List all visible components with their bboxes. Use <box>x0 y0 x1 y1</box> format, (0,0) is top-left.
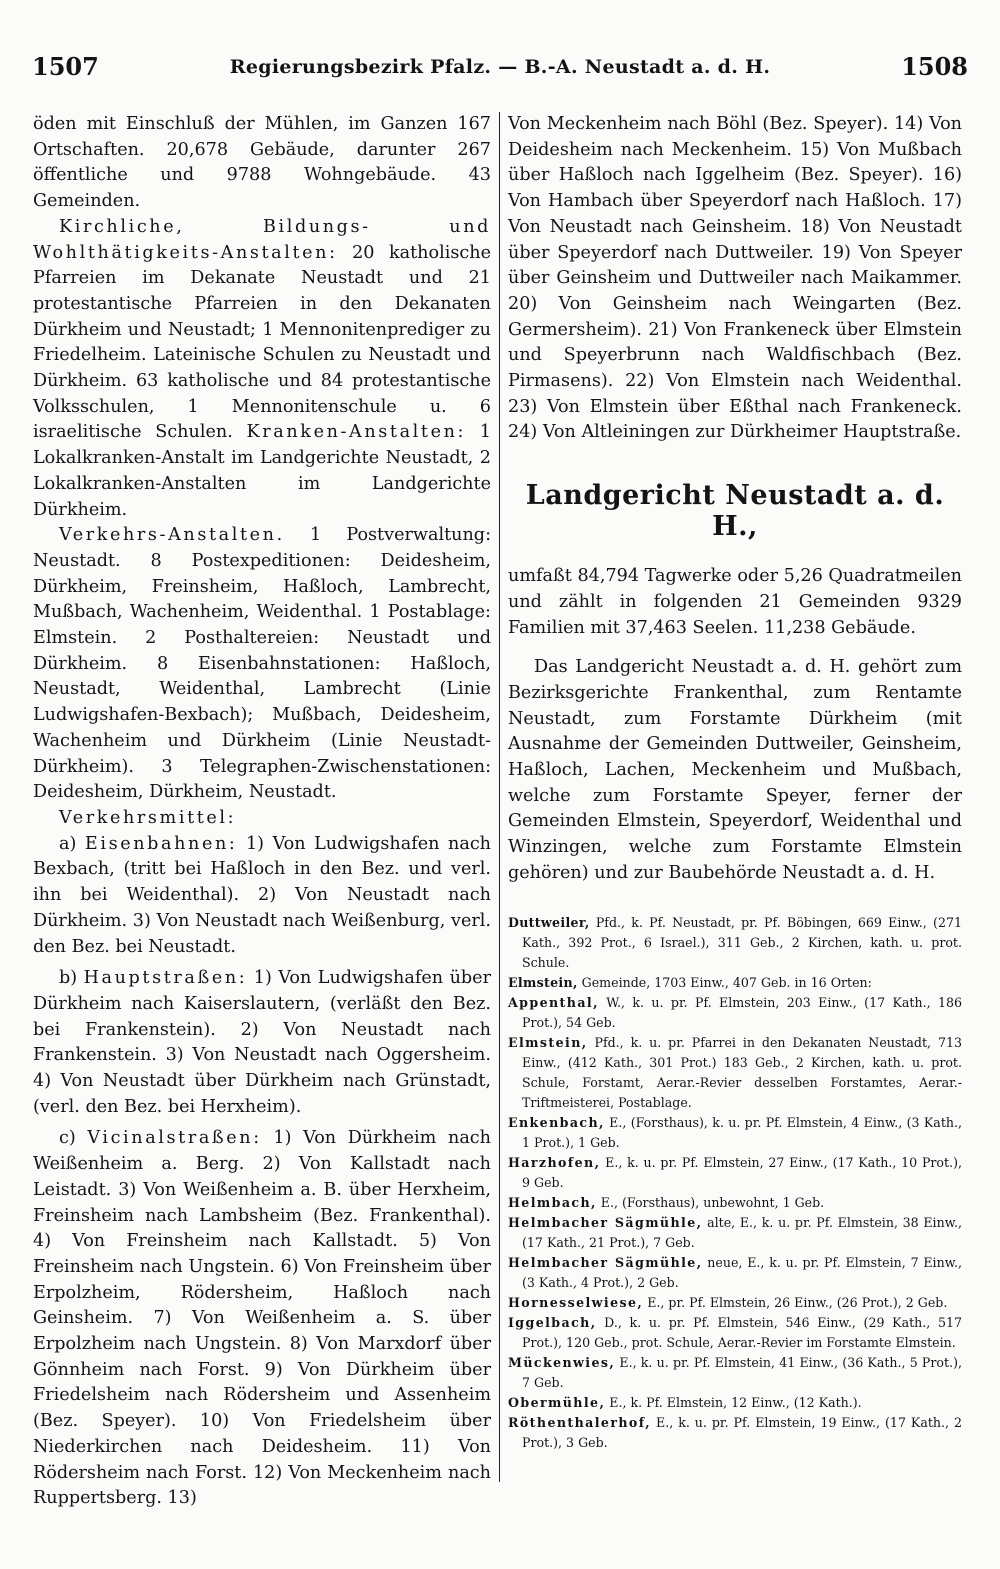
section-heading-traffic: Verkehrs-Anstalten. <box>59 525 285 546</box>
running-title: Regierungsbezirk Pfalz. — B.-A. Neustadt a. d. H. <box>229 56 771 78</box>
place-name: Enkenbach, <box>508 1114 605 1130</box>
place-name: Helmbacher Sägmühle, <box>508 1254 703 1270</box>
gazetteer-entry <box>508 1193 962 1213</box>
gazetteer-entry <box>508 1413 962 1453</box>
place-details: E., k. u. pr. Pf. Elmstein, 41 Einw., (36 Kath., 5 Prot.), 7 Geb. <box>522 1354 962 1390</box>
page-number-left: 1507 <box>32 52 99 81</box>
place-name: Helmbach, <box>508 1194 597 1210</box>
gazetteer-entry <box>508 1113 962 1153</box>
place-details: E., pr. Pf. Elmstein, 26 Einw., (26 Prot.), 2 Geb. <box>643 1294 948 1310</box>
place-name: Elmstein, <box>508 1034 588 1050</box>
section-heading-transport: Verkehrsmittel: <box>59 807 237 828</box>
place-name: Appenthal, <box>508 994 599 1010</box>
section-heading-local-roads: Vicinalstraßen: <box>87 1128 262 1149</box>
place-name: Obermühle, <box>508 1394 606 1410</box>
gazetteer-entry <box>508 1213 962 1253</box>
place-details: W., k. u. pr. Pf. Elmstein, 203 Einw., (17 Kath., 186 Prot.), 54 Geb. <box>522 994 962 1030</box>
place-name: Duttweiler, <box>508 914 590 930</box>
place-details: E., (Forsthaus), unbewohnt, 1 Geb. <box>596 1194 825 1210</box>
gazetteer-entry <box>508 1153 962 1193</box>
section-heading-railways: Eisenbahnen: <box>84 833 238 854</box>
page-number-right: 1508 <box>901 52 968 81</box>
paragraph-local-roads: c) Vicinalstraßen: 1) Von Dürkheim nach Weißenheim a. Berg. 2) Von Kallstadt nach Leistadt. 3) Von Weißenheim a. B. über Herxheim, Freinsheim nach Lambsheim (Bez. Frankenthal). 4) Von Freinsheim nach Kallstadt. 5) Von Freinsheim nach Ungstein. 6) Von Freinsheim über Erpolzheim, Rödersheim, Haßloch nach Geinsheim. 7) Von Weißenheim a. S. über Erpolzheim nach Ungstein. 8) Von Marxdorf über Gönnheim nach Forst. 9) Von Dürkheim über Friedelsheim nach Rödersheim und Assenheim (Bez. Speyer). 10) Von Friedelsheim über Niederkirchen nach Deidesheim. 11) Von Rödersheim nach Forst. 12) Von Meckenheim nach Ruppertsberg. 13) <box>33 1128 491 1509</box>
place-details: E., k. u. pr. Pf. Elmstein, 19 Einw., (17 Kath., 2 Prot.), 3 Geb. <box>522 1414 962 1450</box>
gazetteer-entry <box>508 1293 962 1313</box>
gazetteer-entry <box>508 1353 962 1393</box>
place-name: Röthenthalerhof, <box>508 1414 652 1430</box>
paragraph-traffic: Verkehrs-Anstalten. 1 Postverwaltung: Neustadt. 8 Postexpeditionen: Deidesheim, Dürkheim, Freinsheim, Haßloch, Lambrecht, Mußbach, Wachenheim, Weidenthal. 1 Postablage: Elmstein. 2 Posthaltereien: Neustadt und Dürkheim. 8 Eisenbahnstationen: Haßloch, Neustadt, Weidenthal, Lambrecht (Linie Ludwigshafen-Bexbach); Mußbach, Deidesheim, Wachenheim und Dürkheim (Linie Neustadt-Dürkheim). 3 Telegraphen-Zwischenstationen: Deidesheim, Dürkheim, Neustadt. <box>33 525 491 803</box>
gazetteer-entry <box>508 1393 962 1413</box>
paragraph-railways: a) Eisenbahnen: 1) Von Ludwigshafen nach Bexbach, (tritt bei Haßloch in den Bez. und verl. ihn bei Weidenthal). 2) Von Neustadt nach Dürkheim. 3) Von Neustadt nach Weißenburg, verl. den Bez. bei Neustadt. <box>33 833 492 957</box>
place-name: Mückenwies, <box>508 1354 616 1370</box>
place-name: Harzhofen, <box>508 1154 601 1170</box>
paragraph-transport-heading <box>33 806 491 832</box>
gazetteer-entries <box>508 913 962 1453</box>
gazetteer-entry <box>508 973 962 993</box>
paragraph-settlements: öden mit Einschluß der Mühlen, im Ganzen 167 Ortschaften. 20,678 Gebäude, darunter 267 öffentliche und 9788 Wohngebäude. 43 Gemeinden. <box>33 114 491 212</box>
gazetteer-entry <box>508 913 962 973</box>
gazetteer-entry <box>508 1313 962 1353</box>
place-details: Gemeinde, 1703 Einw., 407 Geb. in 16 Orten: <box>577 974 872 990</box>
section-title-court: Landgericht Neustadt a. d. H., <box>525 480 945 543</box>
place-details: neue, E., k. u. pr. Pf. Elmstein, 7 Einw., (3 Kath., 4 Prot.), 2 Geb. <box>522 1254 962 1290</box>
place-details: D., k. u. pr. Pf. Elmstein, 546 Einw., (29 Kath., 517 Prot.), 120 Geb., prot. Schule, Aerar.-Revier im Forstamte Elmstein. <box>522 1314 962 1350</box>
place-details: Pfd., k. Pf. Neustadt, pr. Pf. Böbingen, 669 Einw., (271 Kath., 392 Prot., 6 Israel.), 311 Geb., 2 Kirchen, kath. u. prot. Schule. <box>522 914 962 970</box>
right-column <box>508 112 962 1453</box>
place-details: E., k. u. pr. Pf. Elmstein, 27 Einw., (17 Kath., 10 Prot.), 9 Geb. <box>522 1154 962 1190</box>
section-heading-hospitals: Kranken-Anstalten: <box>246 422 467 443</box>
paragraph-roads-continued: Von Meckenheim nach Böhl (Bez. Speyer). 14) Von Deidesheim nach Meckenheim. 15) Von Mußbach über Haßloch nach Iggelheim (Bez. Speyer). 16) Von Hambach über Speyerdorf nach Haßloch. 17) Von Neustadt nach Geinsheim. 18) Von Neustadt über Speyerdorf nach Duttweiler. 19) Von Speyer über Geinsheim und Duttweiler nach Maikammer. 20) Von Geinsheim nach Weingarten (Bez. Germersheim). 21) Von Frankeneck über Elmstein und Speyerbrunn nach Waldfischbach (Bez. Pirmasens). 22) Von Elmstein nach Weidenthal. 23) Von Elmstein über Eßthal nach Frankeneck. 24) Von Altleiningen zur Dürkheimer Hauptstraße. <box>508 114 962 443</box>
place-name: Elmstein, <box>508 974 578 990</box>
paragraph-court-area: umfaßt 84,794 Tagwerke oder 5,26 Quadratmeilen und zählt in folgenden 21 Gemeinden 9329 Familien mit 37,463 Seelen. 11,238 Gebäude. <box>508 566 962 638</box>
column-divider <box>499 112 500 1482</box>
gazetteer-entry <box>508 993 962 1033</box>
place-name: Helmbacher Sägmühle, <box>508 1214 703 1230</box>
paragraph-main-roads: b) Hauptstraßen: 1) Von Ludwigshafen über Dürkheim nach Kaiserslautern, (verläßt den Bez. bei Frankenstein). 2) Von Neustadt nach Frankenstein. 3) Von Neustadt nach Oggersheim. 4) Von Neustadt über Dürkheim nach Grünstadt, (verl. den Bez. bei Herxheim). <box>33 968 491 1117</box>
section-heading-main-roads: Hauptstraßen: <box>83 968 248 989</box>
page-header <box>30 52 970 92</box>
gazetteer-entry <box>508 1033 962 1113</box>
place-name: Iggelbach, <box>508 1314 597 1330</box>
left-column <box>33 112 491 1512</box>
place-details: E., (Forsthaus), k. u. pr. Pf. Elmstein, 4 Einw., (3 Kath., 1 Prot.), 1 Geb. <box>522 1114 962 1150</box>
place-details: alte, E., k. u. pr. Pf. Elmstein, 38 Einw., (17 Kath., 21 Prot.), 7 Geb. <box>522 1214 962 1250</box>
place-details: E., k. Pf. Elmstein, 12 Einw., (12 Kath.). <box>605 1394 862 1410</box>
place-name: Hornesselwiese, <box>508 1294 644 1310</box>
gazetteer-entry <box>508 1253 962 1293</box>
paragraph-institutions: Kirchliche, Bildungs- und Wohlthätigkeits-Anstalten: 20 katholische Pfarreien im Dekanate Neustadt und 21 protestantische Pfarreien in den Dekanaten Dürkheim und Neustadt; 1 Mennonitenprediger zu Friedelheim. Lateinische Schulen zu Neustadt und Dürkheim. 63 katholische und 84 protestantische Volksschulen, 1 Mennonitenschule u. 6 israelitische Schulen. Kranken-Anstalten: 1 Lokalkranken-Anstalt im Landgerichte Neustadt, 2 Lokalkranken-Anstalten im Landgerichte Dürkheim. <box>33 216 491 520</box>
paragraph-court-jurisdiction: Das Landgericht Neustadt a. d. H. gehört zum Bezirksgerichte Frankenthal, zum Rentamte Neustadt, zum Forstamte Dürkheim (mit Ausnahme der Gemeinden Duttweiler, Geinsheim, Haßloch, Lachen, Meckenheim und Mußbach, welche zum Forstamte Speyer, ferner der Gemeinden Elmstein, Speyerdorf, Weidenthal und Winzingen, welche zum Forstamte Elmstein gehören) und zur Baubehörde Neustadt a. d. H. <box>508 657 962 883</box>
place-details: Pfd., k. u. pr. Pfarrei in den Dekanaten Neustadt, 713 Einw., (412 Kath., 301 Prot.) 183 Geb., 2 Kirchen, kath. u. prot. Schule, Forstamt, Aerar.-Revier desselben Forstamtes, Aerar.-Triftmeisterei, Postablage. <box>522 1034 962 1110</box>
section-heading-institutions: Kirchliche, Bildungs- und Wohlthätigkeits-Anstalten: <box>33 216 491 263</box>
